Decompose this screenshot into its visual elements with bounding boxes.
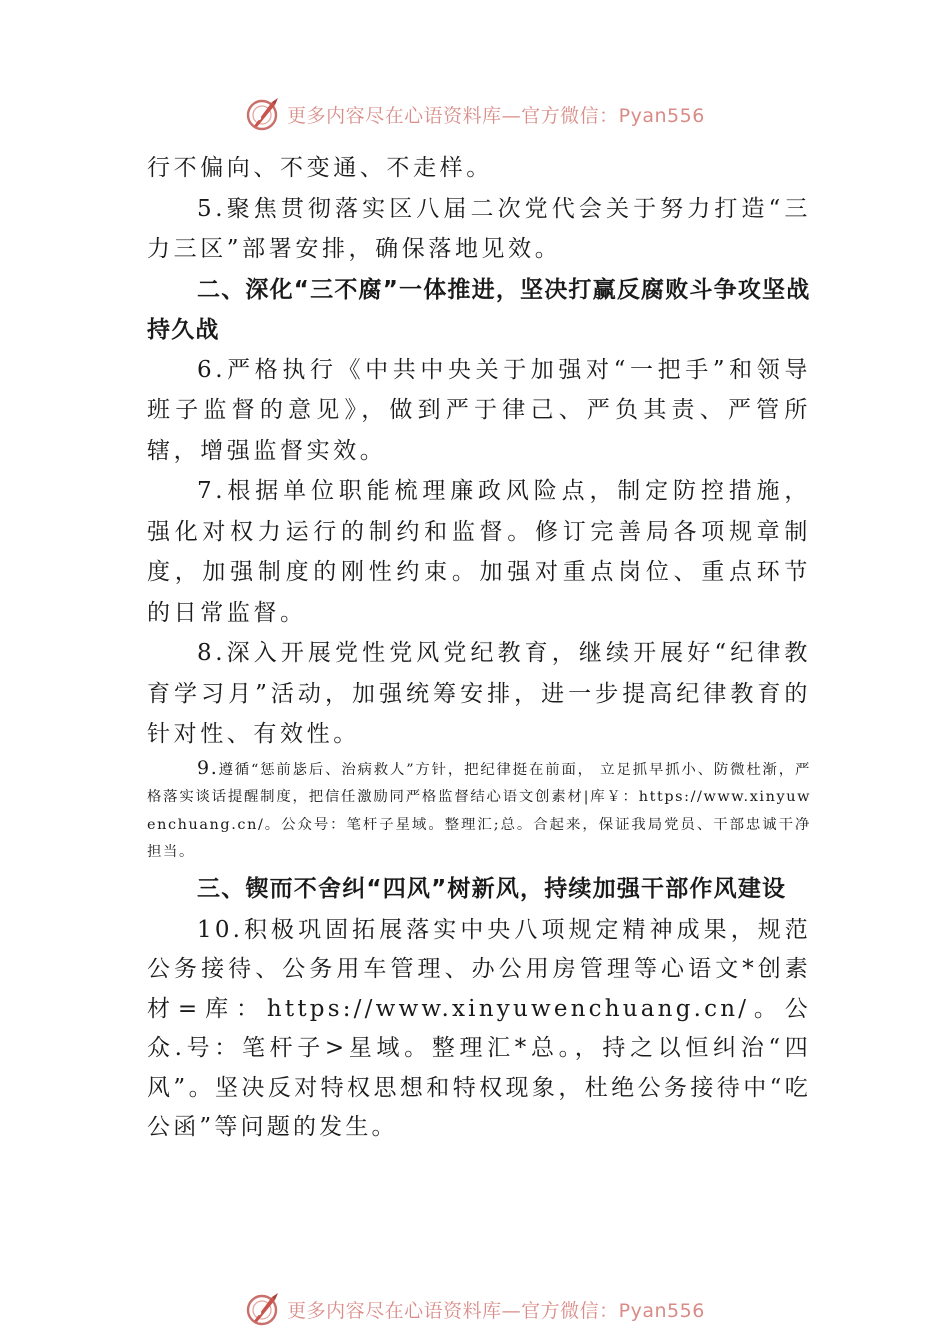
quill-pen-icon [245,1291,281,1327]
item-8: 8.深入开展党性党风党纪教育，继续开展好“纪律教育学习月”活动，加强统筹安排，进一步提高纪律教育的针对性、有效性。 [147,640,811,747]
section-2-heading: 二、深化“三不腐”一体推进，坚决打赢反腐败斗争攻坚战持久战 [147,276,811,343]
wechat-id: Pyan556 [618,1299,705,1322]
paragraph-continuation: 行不偏向、不变通、不走样。 [147,155,493,181]
watermark-banner-top [0,94,950,134]
watermark-text: 更多内容尽在心语资料库—官方微信：Pyan556 [287,104,705,127]
item-6: 6.严格执行《中共中央关于加强对“一把手”和领导班子监督的意见》，做到严于律己、严负其责、严管所辖，增强监督实效。 [147,356,811,464]
item-9-text: 遵循“惩前毖后、治病救人”方针，把纪律挺在前面， 立足抓早抓小、防微杜渐，严格落实谈话提醒制度，把信任激励同严格监督结心语文创素材|库￥：https://www.xinyuwenchuang.cn/。公众号：笔杆子星域。整理汇;总。合起来，保证我局党员、干部忠诚干净担当。 [147,761,811,860]
document-body [147,148,811,1148]
item-9-number: 9. [197,756,219,779]
watermark-text: 更多内容尽在心语资料库—官方微信：Pyan556 [287,1299,705,1322]
item-10: 10.积极巩固拓展落实中央八项规定精神成果，规范公务接待、公务用车管理、办公用房管理等心语文*创素材=库：https://www.xinyuwenchuang.cn/。公众.号：笔杆子>星域。整理汇*总。，持之以恒纠治“四风”。坚决反对特权思想和特权现象，杜绝公务接待中“吃公函”等问题的发生。 [147,916,811,1140]
wechat-id: Pyan556 [618,104,705,127]
quill-pen-icon [245,96,281,132]
item-5: 5.聚焦贯彻落实区八届二次党代会关于努力打造“三力三区”部署安排，确保落地见效。 [147,195,811,262]
item-9 [147,755,811,867]
section-3-heading: 三、锲而不舍纠“四风”树新风，持续加强干部作风建设 [197,875,787,902]
item-7: 7.根据单位职能梳理廉政风险点，制定防控措施，强化对权力运行的制约和监督。修订完善局各项规章制度，加强制度的刚性约束。加强对重点岗位、重点环节的日常监督。 [147,478,811,626]
watermark-banner-bottom [0,1289,950,1329]
